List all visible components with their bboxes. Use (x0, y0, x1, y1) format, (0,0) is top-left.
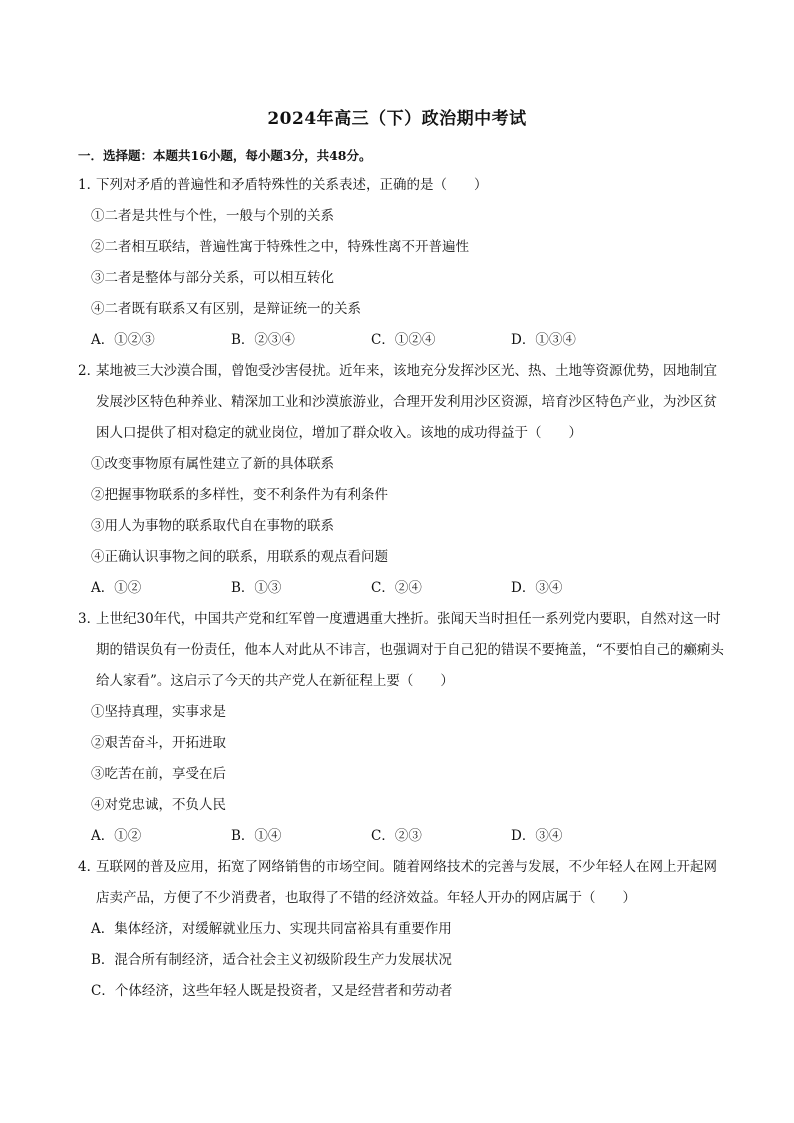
choice-d[interactable]: D．①③④ (511, 332, 576, 348)
choice-c[interactable]: C．②④ (371, 580, 422, 596)
statement-item: ②二者相互联结，普遍性寓于特殊性之中，特殊性离不开普遍性 (91, 239, 469, 255)
question-2 (78, 356, 726, 604)
question-number: 4． (78, 859, 101, 875)
question-text: 上世纪30年代，中国共产党和红军曾一度遭遇重大挫折。张闻天当时担任一系列党内要职，自然对这一时期的错误负有一份责任，他本人对此从不讳言，也强调对于自己犯的错误不要掩盖，“不要怕自己的癞痢头给人家看”。这启示了今天的共产党人在新征程上要（ ） (96, 611, 724, 689)
choice-a[interactable]: A．①② (91, 828, 142, 844)
exam-title: 2024年高三（下）政治期中考试 (267, 109, 527, 129)
choice-a[interactable]: A．集体经济，对缓解就业压力、实现共同富裕具有重要作用 (91, 921, 452, 937)
question-text: 某地被三大沙漠合围，曾饱受沙害侵扰。近年来，该地充分发挥沙区光、热、土地等资源优势，因地制宜发展沙区特色种养业、精深加工业和沙漠旅游业，合理开发利用沙区资源，培育沙区特色产业，为沙区贫困人口提供了相对稳定的就业岗位，增加了群众收入。该地的成功得益于（ ） (96, 363, 717, 441)
choice-d[interactable]: D．③④ (511, 828, 563, 844)
questions-container (78, 170, 726, 1007)
statement-item: ①二者是共性与个性，一般与个别的关系 (91, 208, 334, 224)
question-stem (78, 852, 726, 914)
question-1 (78, 170, 726, 356)
choice-d[interactable]: D．③④ (511, 580, 563, 596)
statement-item: ④正确认识事物之间的联系，用联系的观点看问题 (91, 549, 388, 565)
statement-item: ②艰苦奋斗，开拓进取 (91, 735, 226, 751)
answer-choices (78, 325, 726, 356)
choice-c[interactable]: C．①②④ (371, 332, 436, 348)
choice-c[interactable]: C．②③ (371, 828, 422, 844)
choice-a[interactable]: A．①② (91, 580, 142, 596)
choice-b[interactable]: B．混合所有制经济，适合社会主义初级阶段生产力发展状况 (91, 952, 452, 968)
question-number: 1． (78, 177, 101, 193)
question-stem (78, 356, 726, 449)
statement-item: ③用人为事物的联系取代自在事物的联系 (91, 518, 334, 534)
question-number: 3． (78, 611, 101, 627)
question-stem (78, 170, 726, 201)
statement-item: ④对党忠诚，不负人民 (91, 797, 226, 813)
question-text: 下列对矛盾的普遍性和矛盾特殊性的关系表述，正确的是（ ） (96, 177, 488, 193)
section-heading: 一．选择题：本题共16小题，每小题3分，共48分。 (78, 148, 372, 163)
answer-choices (78, 821, 726, 852)
choice-b[interactable]: B．①③ (231, 580, 282, 596)
choice-a[interactable]: A．①②③ (91, 332, 155, 348)
question-number: 2． (78, 363, 101, 379)
question-3 (78, 604, 726, 852)
choice-b[interactable]: B．①④ (231, 828, 282, 844)
answer-choices (78, 573, 726, 604)
choice-c[interactable]: C．个体经济，这些年轻人既是投资者，又是经营者和劳动者 (91, 983, 453, 999)
question-4 (78, 852, 726, 1007)
question-stem (78, 604, 726, 697)
statement-item: ②把握事物联系的多样性，变不利条件为有利条件 (91, 487, 388, 503)
statement-item: ①改变事物原有属性建立了新的具体联系 (91, 456, 334, 472)
statement-item: ③吃苦在前，享受在后 (91, 766, 226, 782)
statement-item: ③二者是整体与部分关系，可以相互转化 (91, 270, 334, 286)
question-text: 互联网的普及应用，拓宽了网络销售的市场空间。随着网络技术的完善与发展，不少年轻人在网上开起网店卖产品，方便了不少消费者，也取得了不错的经济效益。年轻人开办的网店属于（ ） (96, 859, 717, 906)
statement-item: ④二者既有联系又有区别，是辩证统一的关系 (91, 301, 361, 317)
choice-b[interactable]: B．②③④ (231, 332, 295, 348)
statement-item: ①坚持真理，实事求是 (91, 704, 226, 720)
